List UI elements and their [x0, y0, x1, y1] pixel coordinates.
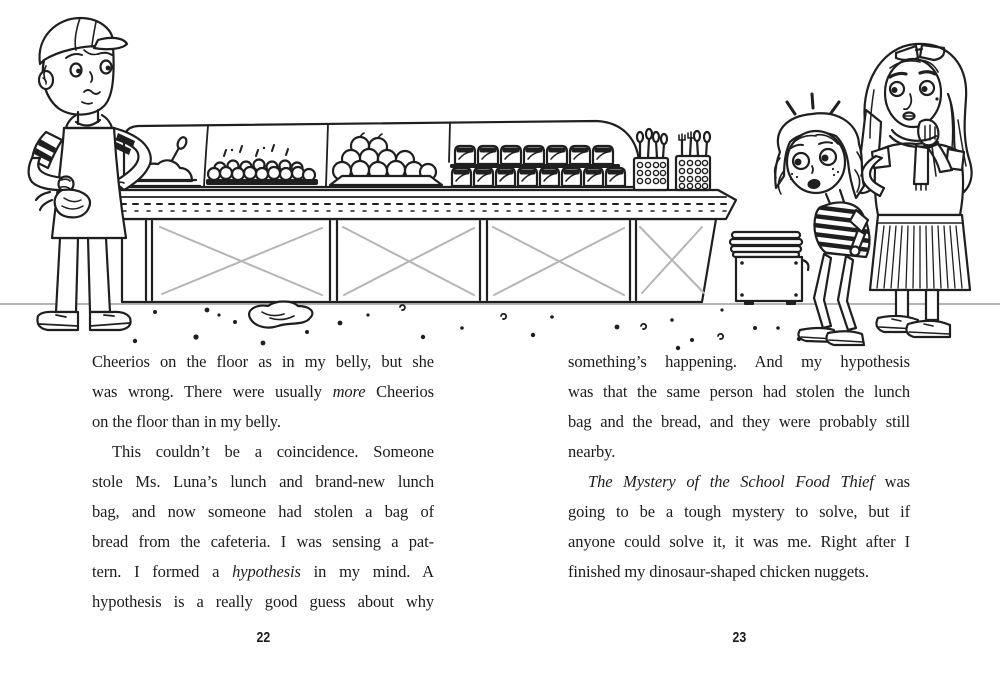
text-line: going to be a tough mystery to solve, but if [568, 502, 910, 521]
cafeteria-counter [116, 121, 736, 302]
apple-tray [330, 133, 442, 185]
text-line: finished my dinosaur-shaped chicken nuggets. [568, 562, 869, 581]
rag [55, 190, 90, 218]
text-line: bag and the bread, and they were probably still [568, 412, 910, 431]
text-line: This couldn’t be a coincidence. Someone [112, 442, 434, 461]
text-line: bread from the cafeteria. I was sensing a pat- [92, 532, 434, 551]
right-page-number: 23 [732, 629, 746, 646]
pleated-skirt [870, 215, 970, 290]
dropped-napkin [249, 302, 312, 328]
steam-marks [224, 145, 288, 156]
text-line: The Mystery of the School Food Thief was [588, 472, 910, 491]
girl-shoe-right [826, 331, 864, 345]
woman-figure [854, 44, 972, 337]
rolls-tray [206, 145, 318, 185]
surprise-marks [787, 94, 839, 114]
text-line: on the floor than in my belly. [92, 412, 281, 431]
floor-crumbs [133, 305, 801, 350]
utensil-baskets [634, 129, 710, 190]
text-line: something’s happening. And my hypothesis [568, 352, 910, 371]
tray-cart [730, 232, 808, 305]
text-line: anyone could solve it, it was me. Right after I [568, 532, 910, 551]
text-line: was wrong. There were usually more Cheerios [92, 382, 434, 401]
text-line: Cheerios on the floor as in my belly, but she [92, 352, 434, 371]
text-line: nearby. [568, 442, 616, 461]
text-line: hypothesis is a really good guess about why [92, 592, 434, 611]
milk-cartons [450, 146, 625, 186]
text-line: stole Ms. Luna’s lunch and brand-new lunch [92, 472, 434, 491]
text-line: bag, and now someone had stolen a bag of [92, 502, 434, 521]
right-page-text [568, 347, 910, 587]
worker-shoe-right [90, 312, 131, 330]
left-page-number: 22 [256, 629, 270, 646]
text-line: tern. I formed a hypothesis in my mind. A [92, 562, 434, 581]
woman-shoe-right [906, 321, 950, 337]
text-line: was that the same person had stolen the lunch [568, 382, 910, 401]
left-page-text [92, 347, 434, 617]
